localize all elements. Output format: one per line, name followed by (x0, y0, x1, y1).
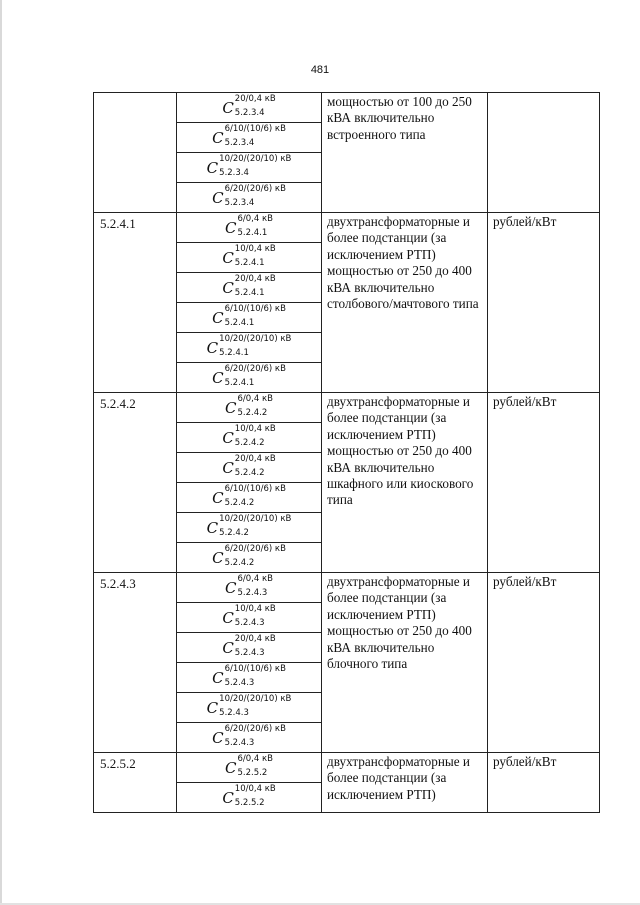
symbol-indices (234, 454, 276, 479)
tariff-symbol (206, 154, 292, 179)
tariff-symbol-cell (177, 723, 322, 753)
symbol-indices (237, 214, 273, 239)
tariff-symbol (225, 394, 273, 419)
tariff-symbol (222, 424, 276, 449)
section-code: 5.2.5.2 (94, 753, 177, 813)
tariff-symbol (222, 94, 276, 119)
tariff-symbol (222, 634, 276, 659)
symbol-subscript: 5.2.4.1 (224, 318, 255, 329)
tariff-symbol-cell (177, 183, 322, 213)
symbol-letter: C (225, 578, 237, 597)
symbol-letter: C (206, 698, 219, 717)
symbol-superscript: 6/0,4 кВ (237, 214, 273, 225)
symbol-indices (224, 544, 286, 569)
symbol-indices (219, 154, 292, 179)
symbol-subscript: 5.2.3.4 (234, 108, 265, 119)
section-code: 5.2.4.1 (94, 213, 177, 393)
symbol-subscript: 5.2.4.3 (237, 588, 268, 599)
table-row (94, 753, 600, 783)
symbol-subscript: 5.2.4.1 (234, 258, 265, 269)
symbol-superscript: 20/0,4 кВ (234, 634, 276, 645)
tariff-symbol-cell (177, 663, 322, 693)
tariff-symbol-cell (177, 783, 322, 813)
tariff-symbol (212, 724, 286, 749)
symbol-subscript: 5.2.4.1 (234, 288, 265, 299)
tariff-symbol-cell (177, 303, 322, 333)
symbol-superscript: 10/20/(20/10) кВ (219, 514, 292, 525)
symbol-subscript: 5.2.4.3 (234, 618, 265, 629)
symbol-letter: C (212, 188, 224, 207)
symbol-indices (219, 334, 292, 359)
symbol-letter: C (212, 728, 224, 747)
symbol-subscript: 5.2.4.3 (224, 678, 255, 689)
section-description: двухтрансформаторные и более подстанции (за исключением РТП) мощностью от 250 до 400 кВА включительно шкафного или киоскового типа (322, 393, 488, 573)
symbol-superscript: 6/20/(20/6) кВ (224, 184, 286, 195)
tariff-table-body (94, 93, 600, 813)
section-description: двухтрансформаторные и более подстанции (за исключением РТП) мощностью от 250 до 400 кВА включительно столбового/мачтового типа (322, 213, 488, 393)
symbol-superscript: 10/20/(20/10) кВ (219, 154, 292, 165)
symbol-indices (234, 244, 276, 269)
symbol-subscript: 5.2.4.2 (237, 408, 268, 419)
symbol-superscript: 6/0,4 кВ (237, 754, 273, 765)
symbol-letter: C (222, 428, 234, 447)
section-code: 5.2.4.3 (94, 573, 177, 753)
section-code: 5.2.4.2 (94, 393, 177, 573)
tariff-symbol-cell (177, 333, 322, 363)
symbol-letter: C (225, 218, 237, 237)
tariff-symbol (222, 274, 276, 299)
symbol-subscript: 5.2.3.4 (224, 198, 255, 209)
table-row (94, 393, 600, 423)
tariff-symbol (212, 184, 286, 209)
symbol-superscript: 10/20/(20/10) кВ (219, 694, 292, 705)
symbol-letter: C (212, 488, 224, 507)
tariff-symbol (212, 484, 286, 509)
tariff-symbol-cell (177, 453, 322, 483)
tariff-symbol (225, 754, 273, 779)
tariff-symbol-cell (177, 393, 322, 423)
section-description: мощностью от 100 до 250 кВА включительно встроенного типа (322, 93, 488, 213)
symbol-superscript: 10/20/(20/10) кВ (219, 334, 292, 345)
symbol-letter: C (225, 398, 237, 417)
section-unit (488, 93, 600, 213)
tariff-symbol-cell (177, 633, 322, 663)
tariff-symbol-cell (177, 513, 322, 543)
symbol-indices (224, 304, 286, 329)
tariff-symbol-cell (177, 153, 322, 183)
symbol-letter: C (222, 788, 234, 807)
symbol-indices (224, 364, 286, 389)
tariff-symbol (212, 124, 286, 149)
symbol-subscript: 5.2.3.4 (219, 168, 249, 179)
page-number: 481 (310, 64, 330, 76)
tariff-symbol-cell (177, 603, 322, 633)
symbol-superscript: 6/0,4 кВ (237, 394, 273, 405)
symbol-indices (237, 574, 273, 599)
symbol-subscript: 5.2.4.2 (234, 438, 265, 449)
symbol-superscript: 6/10/(10/6) кВ (224, 484, 286, 495)
symbol-subscript: 5.2.4.2 (224, 558, 255, 569)
symbol-indices (234, 784, 276, 809)
tariff-symbol-cell (177, 123, 322, 153)
symbol-indices (219, 514, 292, 539)
tariff-symbol (212, 664, 286, 689)
tariff-symbol (222, 454, 276, 479)
section-unit: рублей/кВт (488, 573, 600, 753)
tariff-table (93, 92, 600, 813)
tariff-symbol-cell (177, 243, 322, 273)
tariff-symbol (206, 694, 292, 719)
tariff-symbol (225, 574, 273, 599)
tariff-symbol-cell (177, 93, 322, 123)
symbol-subscript: 5.2.4.2 (234, 468, 265, 479)
tariff-symbol (206, 334, 292, 359)
section-unit: рублей/кВт (488, 393, 600, 573)
symbol-letter: C (222, 608, 234, 627)
section-code (94, 93, 177, 213)
symbol-letter: C (222, 278, 234, 297)
symbol-superscript: 20/0,4 кВ (234, 94, 276, 105)
symbol-superscript: 6/20/(20/6) кВ (224, 364, 286, 375)
tariff-symbol (212, 544, 286, 569)
symbol-superscript: 6/20/(20/6) кВ (224, 544, 286, 555)
tariff-symbol-cell (177, 753, 322, 783)
tariff-symbol-cell (177, 693, 322, 723)
tariff-symbol-cell (177, 543, 322, 573)
symbol-letter: C (212, 368, 224, 387)
symbol-subscript: 5.2.4.1 (237, 228, 268, 239)
symbol-subscript: 5.2.5.2 (237, 768, 268, 779)
section-description: двухтрансформаторные и более подстанции (за исключением РТП) (322, 753, 488, 813)
tariff-symbol (225, 214, 273, 239)
symbol-subscript: 5.2.4.3 (224, 738, 255, 749)
tariff-symbol (222, 784, 276, 809)
symbol-subscript: 5.2.5.2 (234, 798, 265, 809)
tariff-symbol-cell (177, 573, 322, 603)
symbol-indices (234, 274, 276, 299)
symbol-subscript: 5.2.4.1 (224, 378, 255, 389)
symbol-letter: C (225, 758, 237, 777)
symbol-letter: C (222, 98, 234, 117)
symbol-letter: C (222, 248, 234, 267)
symbol-superscript: 6/0,4 кВ (237, 574, 273, 585)
symbol-superscript: 6/10/(10/6) кВ (224, 124, 286, 135)
table-row (94, 573, 600, 603)
scan-edge (0, 0, 2, 905)
tariff-symbol (212, 364, 286, 389)
symbol-indices (234, 424, 276, 449)
symbol-superscript: 10/0,4 кВ (234, 244, 276, 255)
symbol-subscript: 5.2.4.2 (224, 498, 255, 509)
section-unit: рублей/кВт (488, 213, 600, 393)
symbol-indices (234, 634, 276, 659)
symbol-letter: C (222, 458, 234, 477)
symbol-indices (224, 124, 286, 149)
symbol-superscript: 10/0,4 кВ (234, 604, 276, 615)
tariff-symbol-cell (177, 423, 322, 453)
tariff-symbol-cell (177, 273, 322, 303)
symbol-indices (224, 184, 286, 209)
symbol-indices (224, 724, 286, 749)
symbol-letter: C (206, 338, 219, 357)
symbol-letter: C (212, 128, 224, 147)
symbol-indices (237, 754, 273, 779)
symbol-superscript: 6/10/(10/6) кВ (224, 664, 286, 675)
symbol-letter: C (212, 548, 224, 567)
symbol-superscript: 20/0,4 кВ (234, 274, 276, 285)
symbol-subscript: 5.2.4.1 (219, 348, 249, 359)
symbol-subscript: 5.2.4.3 (234, 648, 265, 659)
table-row (94, 213, 600, 243)
symbol-indices (219, 694, 292, 719)
table-row (94, 93, 600, 123)
tariff-symbol-cell (177, 483, 322, 513)
symbol-letter: C (222, 638, 234, 657)
symbol-letter: C (206, 158, 219, 177)
symbol-subscript: 5.2.4.3 (219, 708, 249, 719)
section-description: двухтрансформаторные и более подстанции (за исключением РТП) мощностью от 250 до 400 кВА включительно блочного типа (322, 573, 488, 753)
symbol-superscript: 20/0,4 кВ (234, 454, 276, 465)
symbol-indices (234, 94, 276, 119)
tariff-symbol-cell (177, 213, 322, 243)
tariff-symbol (206, 514, 292, 539)
symbol-subscript: 5.2.4.2 (219, 528, 249, 539)
section-unit: рублей/кВт (488, 753, 600, 813)
symbol-indices (234, 604, 276, 629)
symbol-superscript: 10/0,4 кВ (234, 784, 276, 795)
symbol-indices (224, 664, 286, 689)
symbol-indices (237, 394, 273, 419)
symbol-superscript: 6/10/(10/6) кВ (224, 304, 286, 315)
tariff-symbol-cell (177, 363, 322, 393)
symbol-letter: C (212, 668, 224, 687)
symbol-superscript: 6/20/(20/6) кВ (224, 724, 286, 735)
symbol-indices (224, 484, 286, 509)
tariff-symbol (222, 244, 276, 269)
tariff-symbol (222, 604, 276, 629)
tariff-symbol (212, 304, 286, 329)
symbol-subscript: 5.2.3.4 (224, 138, 255, 149)
symbol-letter: C (212, 308, 224, 327)
symbol-letter: C (206, 518, 219, 537)
symbol-superscript: 10/0,4 кВ (234, 424, 276, 435)
